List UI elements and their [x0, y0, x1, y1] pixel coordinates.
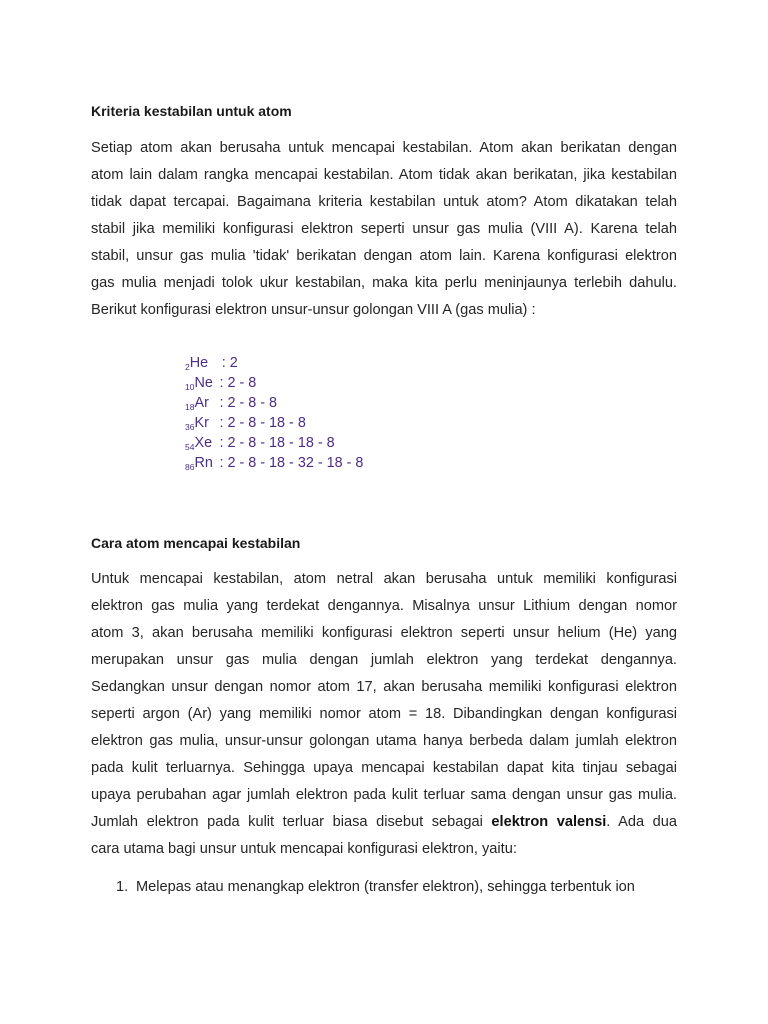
- element-row: [185, 433, 363, 453]
- element-row: [185, 373, 363, 393]
- section1-paragraph: [91, 135, 677, 324]
- paragraph-line: elektron gas mulia yang terdekat dengannya. Misalnya unsur Lithium dengan nomor: [91, 598, 677, 614]
- atomic-number: 2: [185, 362, 190, 372]
- element-row: [185, 393, 363, 413]
- paragraph-line: atom lain dalam rangka mencapai kestabilan. Atom tidak akan berikatan, jika kestabilan: [91, 167, 677, 183]
- paragraph-line: atom 3, akan berusaha memiliki konfigurasi elektron seperti unsur helium (He) yang: [91, 625, 677, 641]
- atomic-number: 18: [185, 402, 195, 412]
- list-item-number: 1.: [116, 879, 129, 895]
- paragraph-line: stabil jika memiliki konfigurasi elektron seperti unsur gas mulia (VIII A). Karena telah: [91, 221, 677, 237]
- paragraph-line: stabil, unsur gas mulia 'tidak' berikatan dengan atom lain. Karena konfigurasi elektron: [91, 248, 677, 264]
- electron-configuration: : 2 - 8 - 18 - 8: [219, 415, 306, 431]
- paragraph-line-with-term: [91, 809, 677, 836]
- electron-configuration: : 2 - 8: [219, 375, 257, 391]
- electron-configuration: : 2 - 8 - 8: [219, 395, 278, 411]
- section1-heading: Kriteria kestabilan untuk atom: [91, 103, 292, 119]
- atomic-number: 36: [185, 422, 195, 432]
- element-symbol: Ar: [194, 395, 209, 411]
- element-symbol: Kr: [194, 415, 209, 431]
- atomic-number: 86: [185, 462, 195, 472]
- element-symbol: Ne: [194, 375, 213, 391]
- line-text: Jumlah elektron pada kulit terluar biasa disebut sebagai: [91, 814, 483, 830]
- noble-gas-configuration-list: [185, 353, 363, 473]
- electron-configuration: : 2: [221, 355, 238, 371]
- paragraph-line: Sedangkan unsur dengan nomor atom 17, akan berusaha memiliki konfigurasi elektron: [91, 679, 677, 695]
- atomic-number: 54: [185, 442, 195, 452]
- paragraph-line: Untuk mencapai kestabilan, atom netral akan berusaha untuk memiliki konfigurasi: [91, 571, 677, 587]
- element-row: [185, 453, 363, 473]
- atomic-number: 10: [185, 382, 195, 392]
- bold-term-elektron-valensi: elektron valensi: [491, 814, 607, 830]
- element-symbol: He: [189, 355, 209, 371]
- electron-configuration: : 2 - 8 - 18 - 18 - 8: [219, 435, 335, 451]
- paragraph-line: gas mulia menjadi tolok ukur kestabilan, maka kita perlu meninjaunya terlebih dahulu.: [91, 275, 677, 291]
- numbered-list: [116, 879, 635, 895]
- element-row: [185, 353, 363, 373]
- paragraph-line: Setiap atom akan berusaha untuk mencapai kestabilan. Atom akan berikatan dengan: [91, 140, 677, 156]
- element-row: [185, 413, 363, 433]
- list-item: [116, 879, 635, 895]
- paragraph-line: tidak dapat tercapai. Bagaimana kriteria kestabilan untuk atom? Atom dikatakan telah: [91, 194, 677, 210]
- section2-paragraph: [91, 566, 677, 863]
- list-item-text: Melepas atau menangkap elektron (transfer elektron), sehingga terbentuk ion: [136, 879, 635, 895]
- electron-configuration: : 2 - 8 - 18 - 32 - 18 - 8: [219, 455, 364, 471]
- paragraph-line: elektron gas mulia, unsur-unsur golongan utama hanya berbeda dalam jumlah elektron: [91, 733, 677, 749]
- paragraph-line: cara utama bagi unsur untuk mencapai konfigurasi elektron, yaitu:: [91, 841, 517, 857]
- section2-heading: Cara atom mencapai kestabilan: [91, 535, 301, 551]
- paragraph-line: pada kulit terluarnya. Sehingga upaya mencapai kestabilan dapat kita tinjau sebagai: [91, 760, 677, 776]
- paragraph-line: seperti argon (Ar) yang memiliki nomor atom = 18. Dibandingkan dengan konfigurasi: [91, 706, 677, 722]
- line-text: . Ada dua: [606, 814, 677, 830]
- paragraph-line: Berikut konfigurasi elektron unsur-unsur golongan VIII A (gas mulia) :: [91, 302, 536, 318]
- paragraph-line: upaya perubahan agar jumlah elektron pada kulit terluar sama dengan unsur gas mulia.: [91, 787, 677, 803]
- element-symbol: Xe: [194, 435, 213, 451]
- element-symbol: Rn: [194, 455, 213, 471]
- paragraph-line: merupakan unsur gas mulia dengan jumlah elektron yang terdekat dengannya.: [91, 652, 677, 668]
